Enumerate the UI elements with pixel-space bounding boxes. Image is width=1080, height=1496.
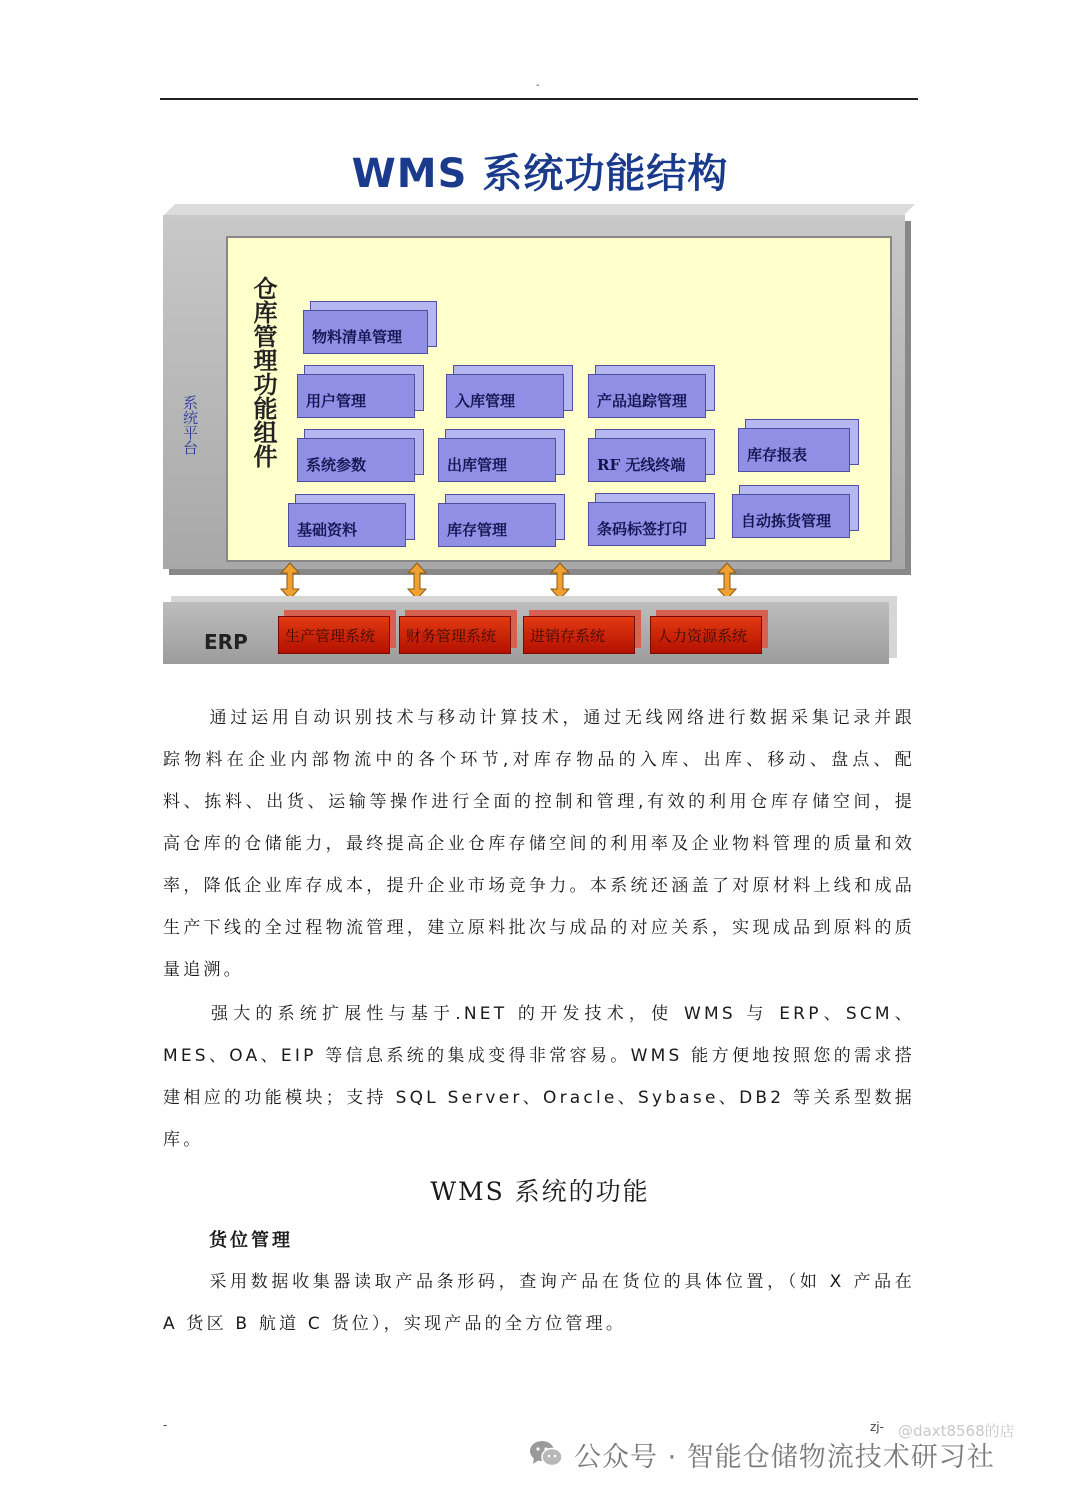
header-mark: - bbox=[536, 80, 540, 91]
paragraph-3 bbox=[163, 1261, 915, 1345]
module-box: 用户管理 bbox=[297, 374, 415, 418]
module-box: 入库管理 bbox=[446, 374, 564, 418]
module-box: 系统参数 bbox=[297, 438, 415, 482]
watermark bbox=[528, 1432, 995, 1476]
module-box: 物料清单管理 bbox=[303, 310, 428, 354]
footer-mark: - bbox=[163, 1418, 168, 1432]
diagram-title: WMS 系统功能结构 bbox=[351, 151, 729, 197]
module-box: 出库管理 bbox=[438, 438, 556, 482]
footer-handle: @daxt8568的店 bbox=[898, 1422, 1015, 1440]
module-box: 产品追踪管理 bbox=[588, 374, 706, 418]
module-box: 自动拣货管理 bbox=[732, 494, 850, 538]
header-rule bbox=[160, 98, 918, 100]
footer-code: zj- bbox=[870, 1420, 884, 1434]
wms-structure-diagram bbox=[160, 130, 920, 675]
double-arrow-icon bbox=[717, 562, 737, 600]
section-title: WMS 系统的功能 bbox=[430, 1177, 650, 1206]
platform-label: 系统平台 bbox=[181, 395, 199, 455]
module-box: 条码标签打印 bbox=[588, 502, 706, 546]
paragraph-2-text: 强大的系统扩展性与基于.NET 的开发技术，使 WMS 与 ERP、SCM、MES、OA、EIP 等信息系统的集成变得非常容易。WMS 能方便地按照您的需求搭建相应的功能模块；支持 SQL Server、Oracle、Sybase、DB2 等关系型数据库。 bbox=[163, 1004, 915, 1150]
erp-system-box: 人力资源系统 bbox=[650, 616, 762, 654]
erp-system-box: 进销存系统 bbox=[523, 616, 635, 654]
double-arrow-icon bbox=[280, 562, 300, 600]
paragraph-1 bbox=[163, 697, 915, 991]
erp-system-box: 财务管理系统 bbox=[399, 616, 511, 654]
watermark-text: 公众号 · 智能仓储物流技术研习社 bbox=[574, 1441, 995, 1473]
double-arrow-icon bbox=[550, 562, 570, 600]
module-box: 库存报表 bbox=[738, 428, 850, 472]
subsection-title: 货位管理 bbox=[209, 1230, 293, 1251]
double-arrow-icon bbox=[407, 562, 427, 600]
panel-label: 仓库管理功能组件 bbox=[249, 276, 278, 468]
erp-label: ERP bbox=[204, 630, 248, 654]
paragraph-3-text: 采用数据收集器读取产品条形码，查询产品在货位的具体位置，（如 X 产品在 A 货区 B 航道 C 货位），实现产品的全方位管理。 bbox=[163, 1272, 915, 1334]
paragraph-1-text: 通过运用自动识别技术与移动计算技术，通过无线网络进行数据采集记录并跟踪物料在企业内部物流中的各个环节,对库存物品的入库、出库、移动、盘点、配料、拣料、出货、运输等操作进行全面的控制和管理,有效的利用仓库存储空间，提高仓库的仓储能力，最终提高企业仓库存储空间的利用率及企业物料管理的质量和效率，降低企业库存成本，提升企业市场竞争力。本系统还涵盖了对原材料上线和成品生产下线的全过程物流管理，建立原料批次与成品的对应关系，实现成品到原料的质量追溯。 bbox=[163, 708, 915, 980]
erp-system-box: 生产管理系统 bbox=[278, 616, 390, 654]
module-box: 基础资料 bbox=[288, 503, 406, 547]
module-box: RF 无线终端 bbox=[588, 438, 706, 482]
paragraph-2 bbox=[163, 993, 915, 1161]
wechat-icon bbox=[528, 1438, 564, 1470]
module-box: 库存管理 bbox=[438, 503, 556, 547]
